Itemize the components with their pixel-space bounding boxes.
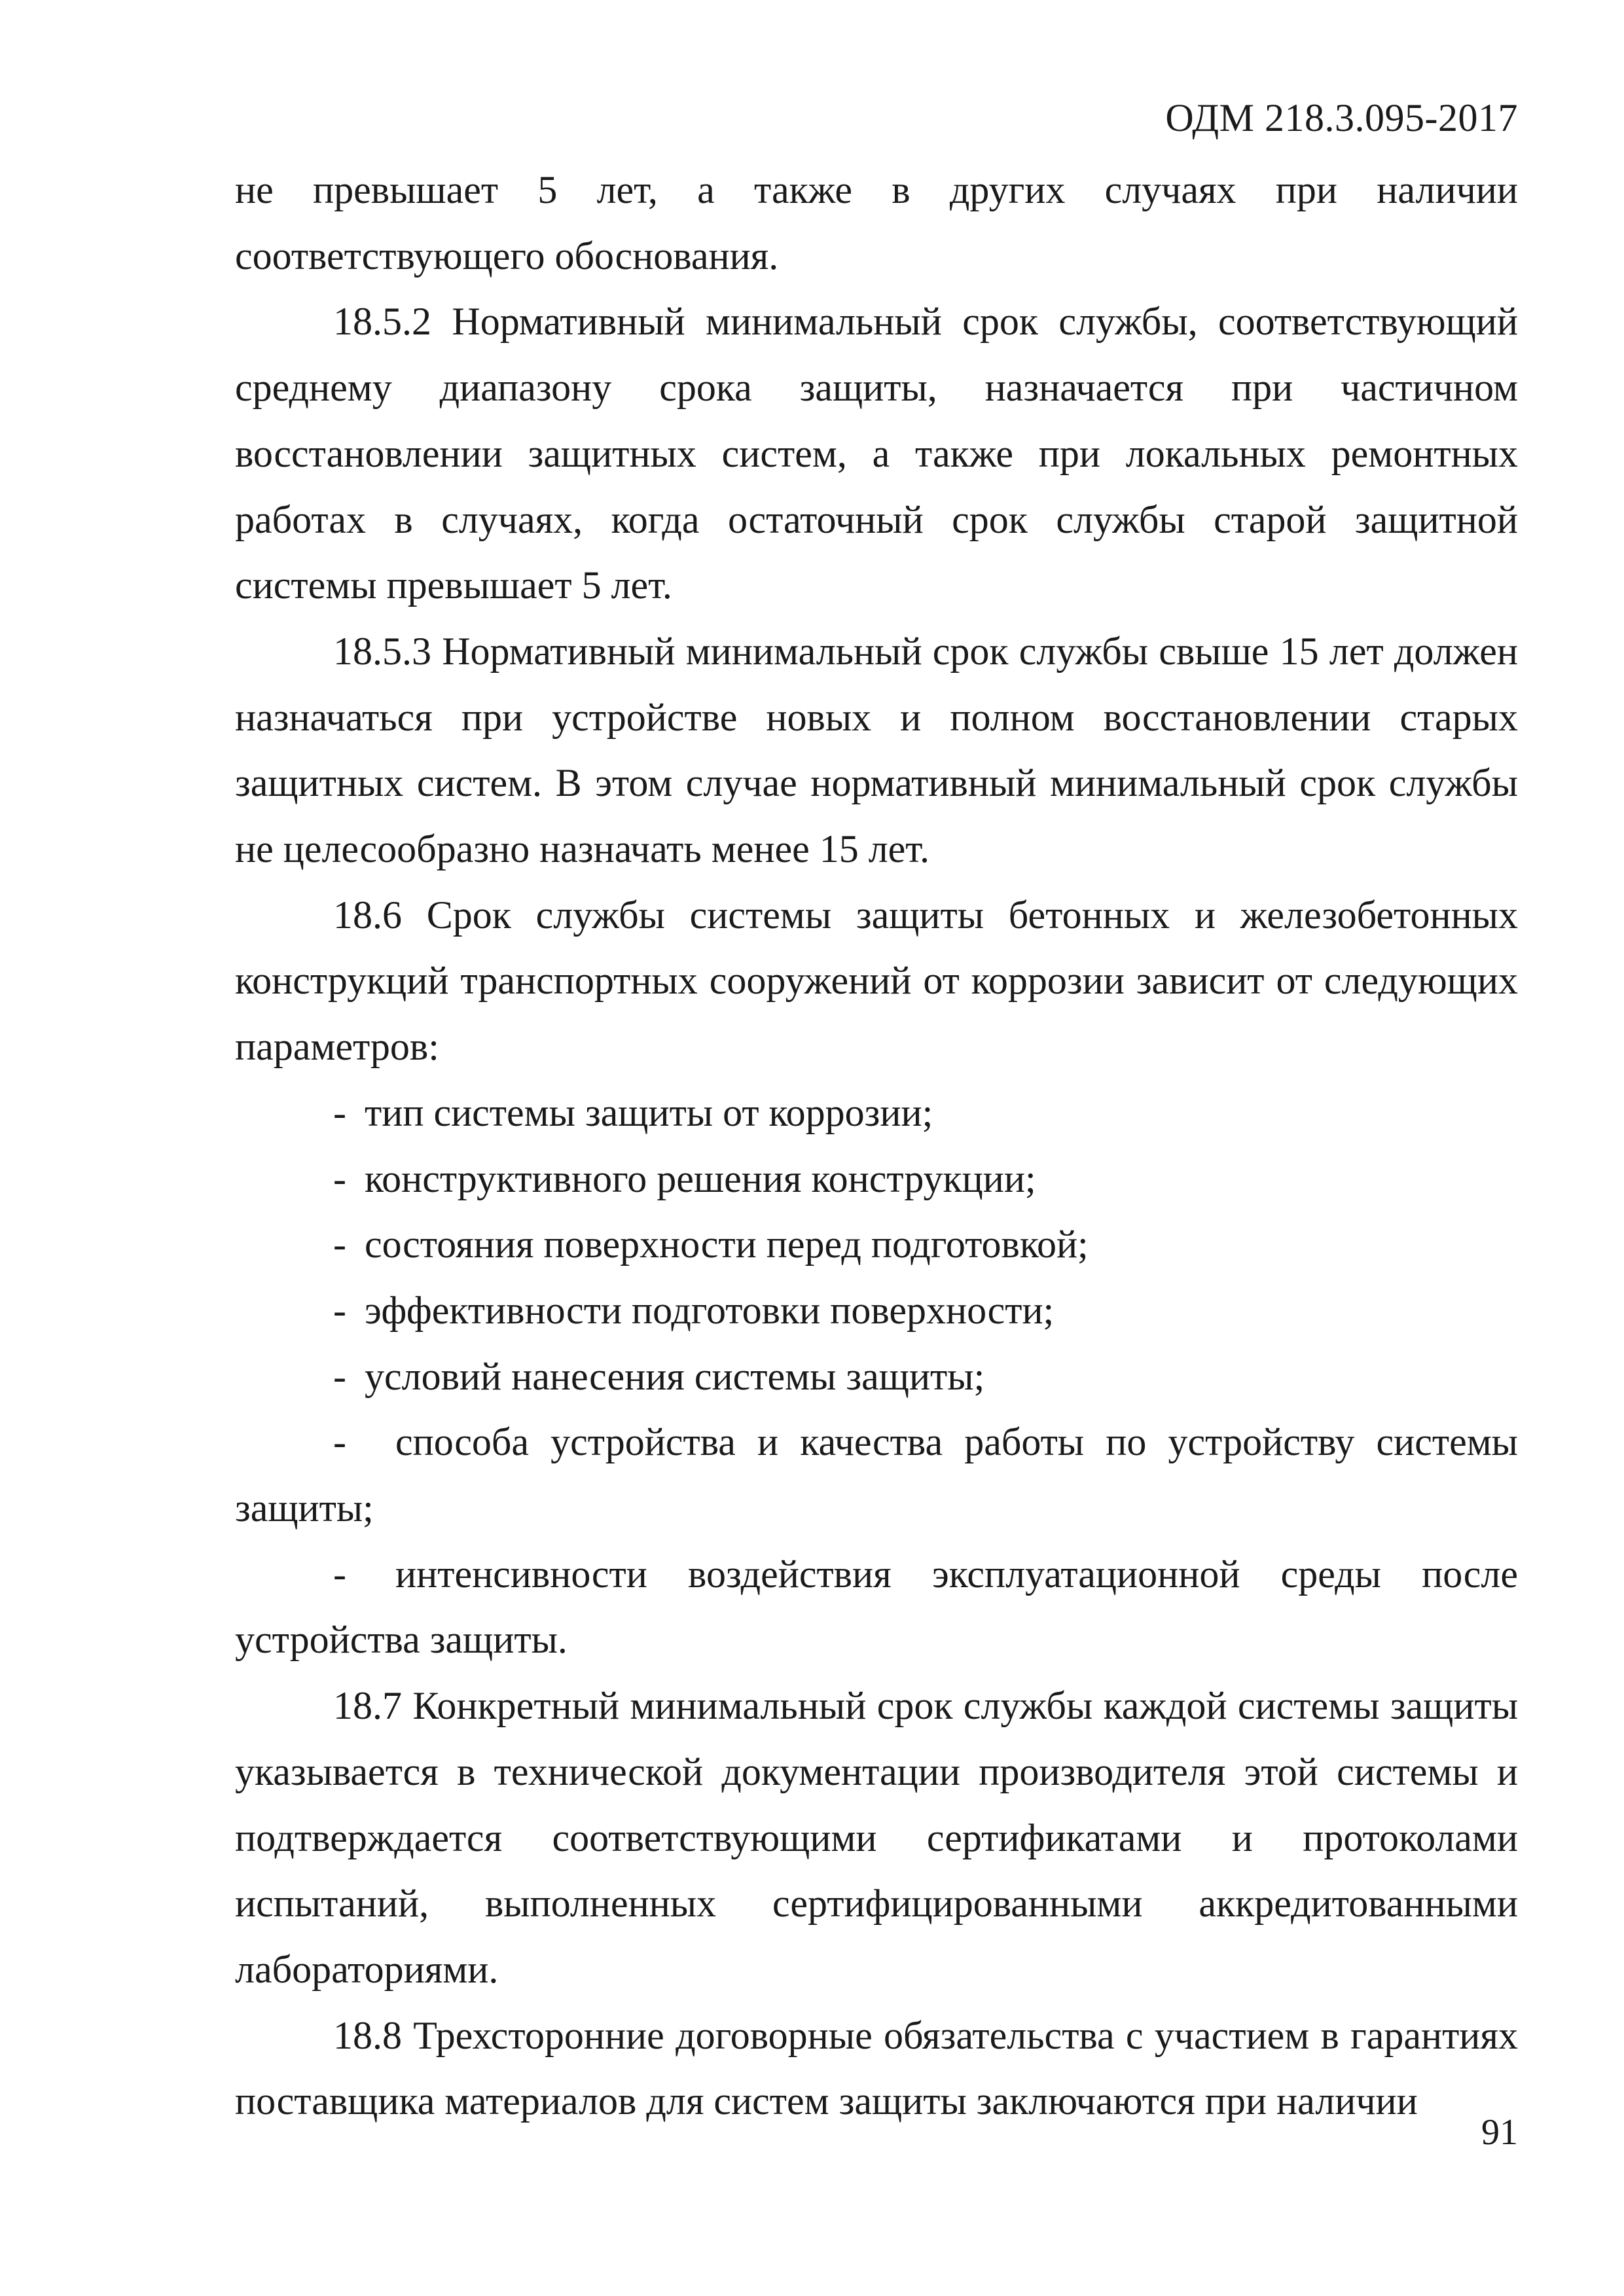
list-item: [235, 1541, 1518, 1673]
paragraph-continuation: не превышает 5 лет, а также в других случаях при наличии соответствующего обоснования.: [235, 168, 1518, 278]
list-item-text: конструктивного решения конструкции;: [365, 1157, 1036, 1200]
list-item-text: способа устройства и качества работы по устройству системы защиты;: [235, 1420, 1518, 1530]
paragraph-18-5-3: 18.5.3 Нормативный минимальный срок службы свыше 15 лет должен назначаться при устройстве новых и полном восстановлении старых защитных систем. В этом случае нормативный минимальный срок службы не целесообразно назначать менее 15 лет.: [235, 629, 1518, 871]
document-body: [235, 157, 1518, 2134]
list-marker: -: [333, 1552, 346, 1596]
list-marker: -: [333, 1223, 346, 1266]
list-marker: -: [333, 1090, 346, 1134]
list-item: [235, 1344, 1518, 1410]
list-item: [235, 1409, 1518, 1541]
list-item-text: тип системы защиты от коррозии;: [365, 1090, 933, 1134]
page-number: 91: [1481, 2112, 1518, 2153]
list-item: [235, 1146, 1518, 1212]
paragraph-18-5-2: 18.5.2 Нормативный минимальный срок службы, соответствующий среднему диапазону срока защиты, назначается при частичном восстановлении защитных систем, а также при локальных ремонтных работах в случаях, когда остаточный срок службы старой защитной системы превышает 5 лет.: [235, 300, 1518, 607]
list-marker: -: [333, 1157, 346, 1200]
list-marker: -: [333, 1354, 346, 1398]
list-item-text: состояния поверхности перед подготовкой;: [365, 1223, 1089, 1266]
list-item-text: эффективности подготовки поверхности;: [365, 1288, 1055, 1332]
list-item: [235, 1080, 1518, 1146]
list-item-text: условий нанесения системы защиты;: [365, 1354, 985, 1398]
paragraph-18-8: 18.8 Трехсторонние договорные обязательства с участием в гарантиях поставщика материалов для систем защиты заключаются при наличии: [235, 2013, 1518, 2123]
list-item-text: интенсивности воздействия эксплуатационной среды после устройства защиты.: [235, 1552, 1518, 1662]
list-item: [235, 1211, 1518, 1278]
list-marker: -: [333, 1288, 346, 1332]
document-code-header: ОДМ 218.3.095-2017: [1165, 96, 1518, 139]
list-marker: -: [333, 1420, 346, 1464]
list-item: [235, 1278, 1518, 1344]
paragraph-18-7: 18.7 Конкретный минимальный срок службы каждой системы защиты указывается в технической документации производителя этой системы и подтверждается соответствующими сертификатами и протоколами испытаний, выполненных сертифицированными аккредитованными лабораториями.: [235, 1684, 1518, 1991]
paragraph-18-6: 18.6 Срок службы системы защиты бетонных и железобетонных конструкций транспортных сооружений от коррозии зависит от следующих параметров:: [235, 893, 1518, 1069]
